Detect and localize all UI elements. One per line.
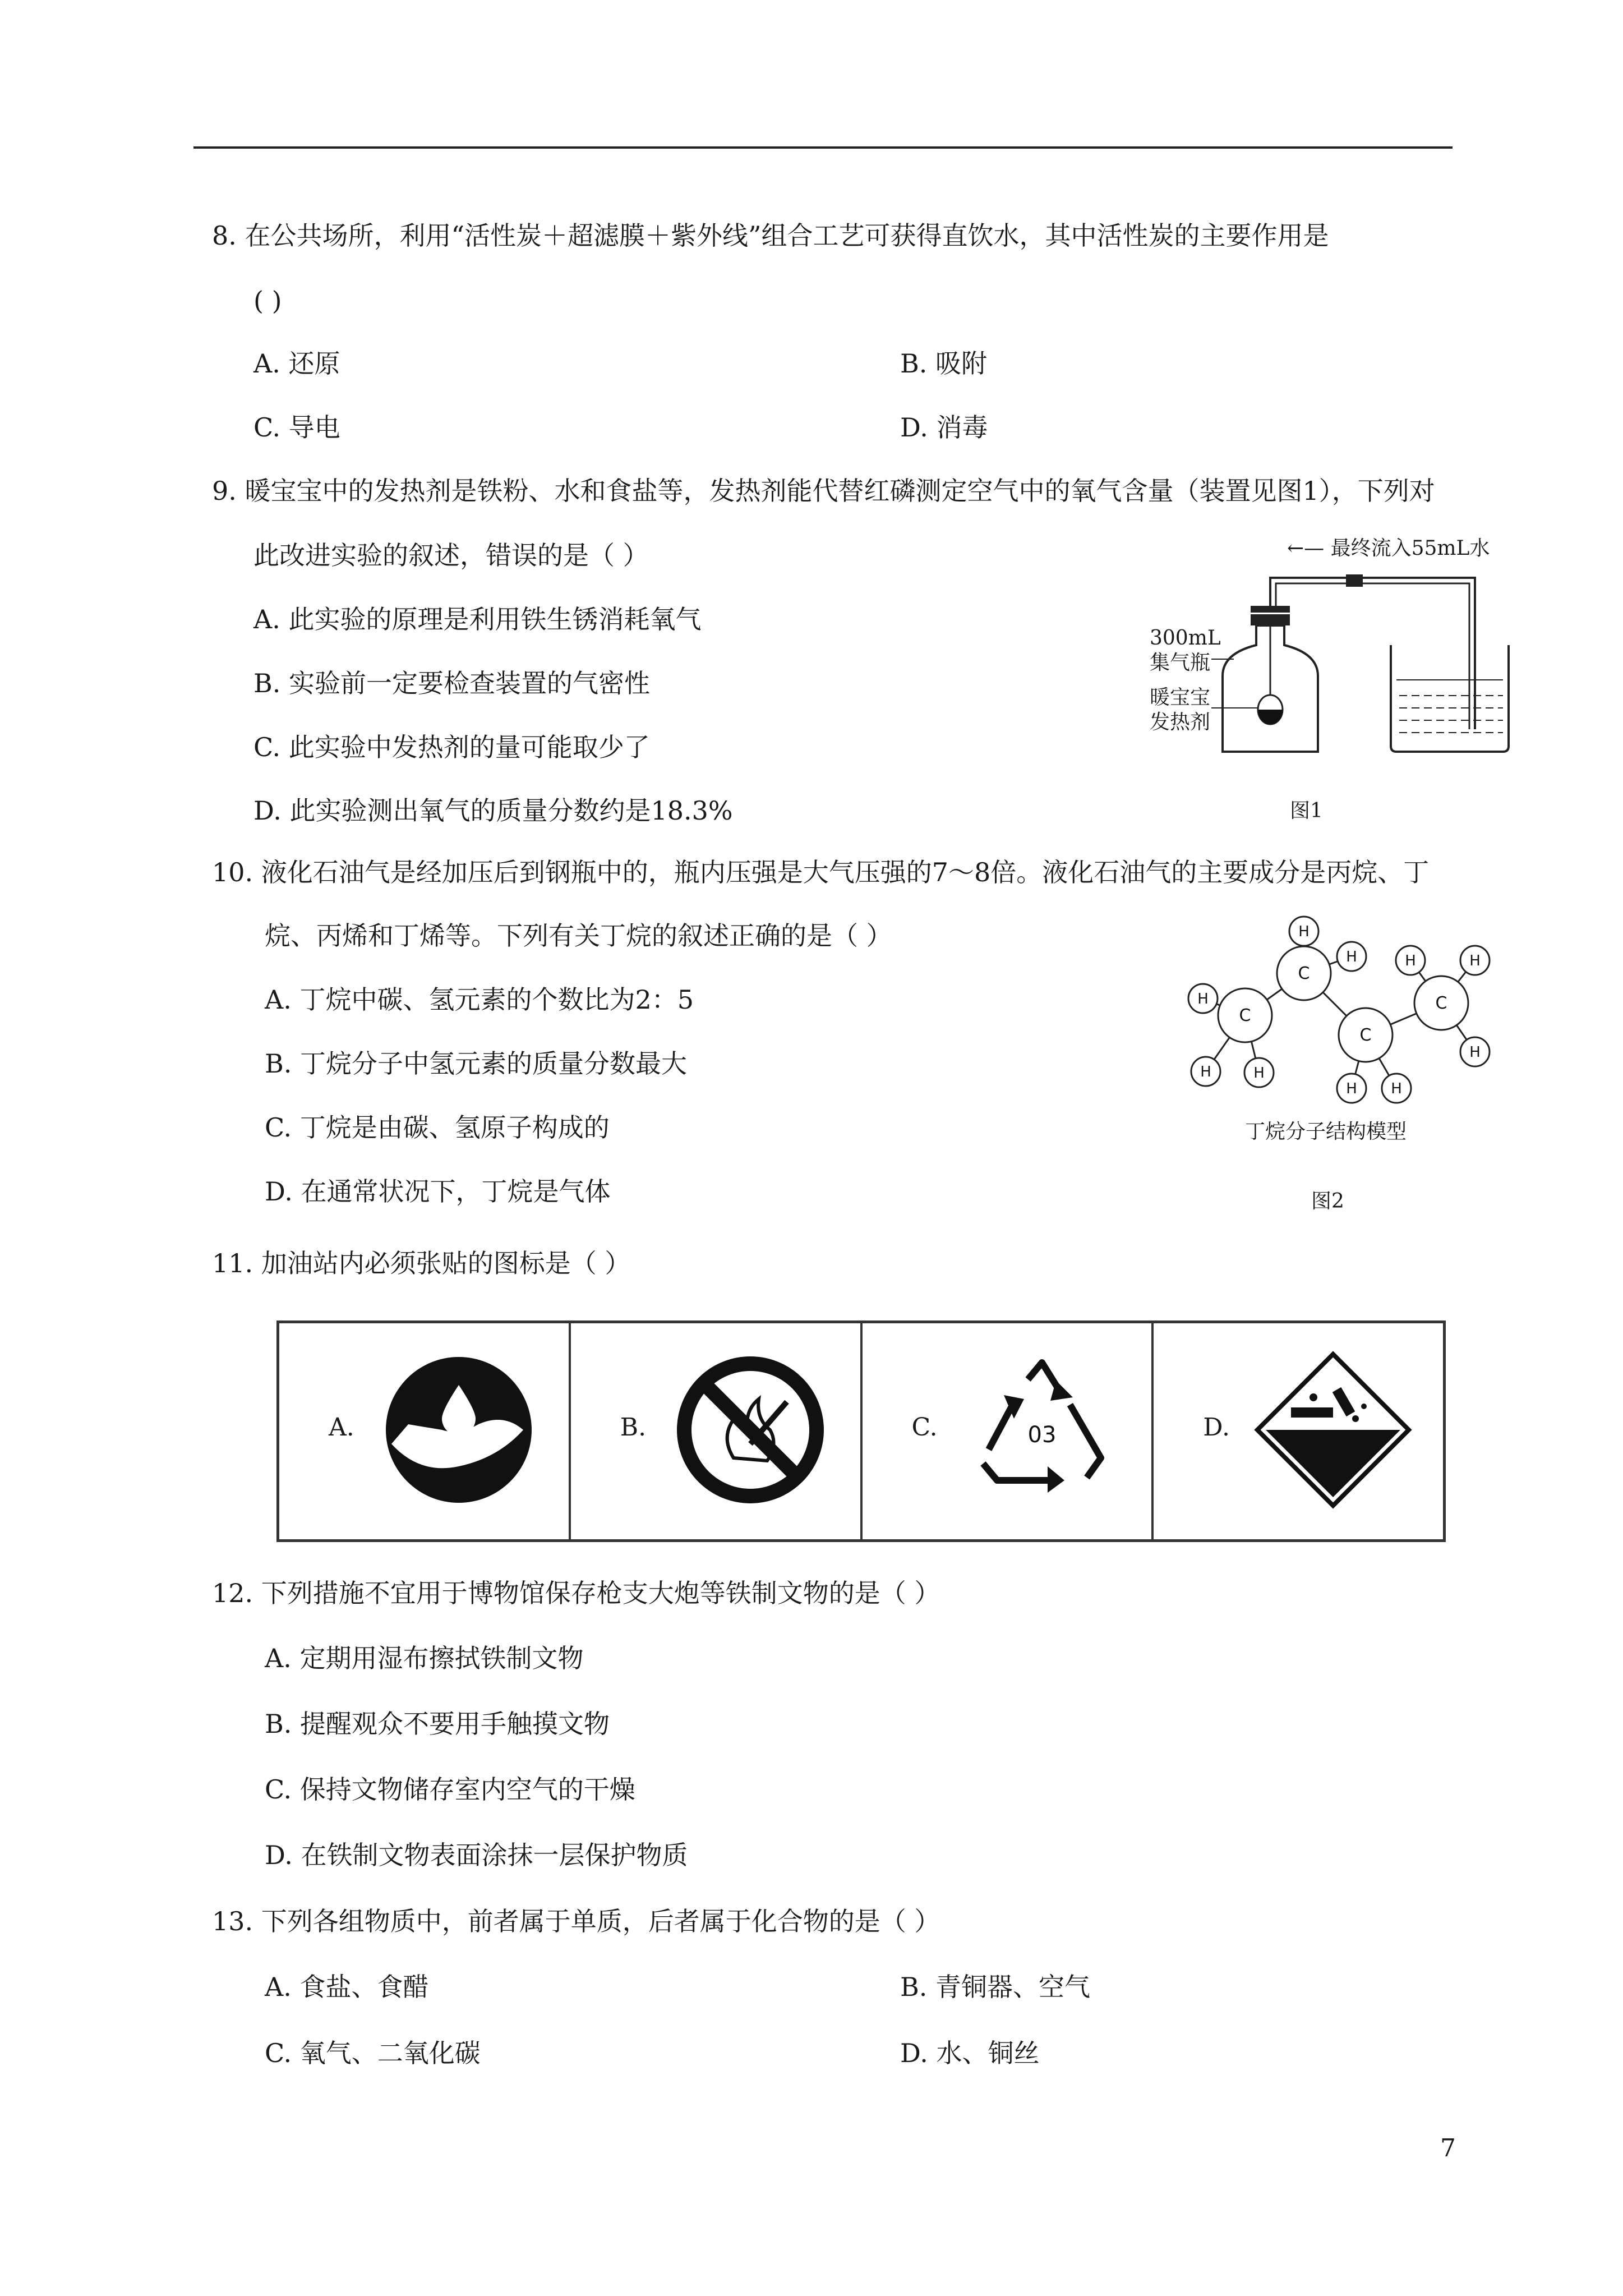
- no-open-flame-sign-icon: [666, 1346, 834, 1514]
- svg-text:H: H: [1469, 953, 1481, 969]
- fig1-flask-label-2: 集气瓶: [1150, 651, 1211, 674]
- q11-label-a: A.: [329, 1413, 354, 1442]
- q11-stem: 11. 加油站内必须张贴的图标是（ ）: [212, 1248, 631, 1278]
- q9-option-b[interactable]: B. 实验前一定要检查装置的气密性: [253, 668, 651, 698]
- q11-option-c[interactable]: [863, 1323, 1154, 1539]
- q10-option-d[interactable]: D. 在通常状况下，丁烷是气体: [265, 1176, 611, 1207]
- svg-text:H: H: [1253, 1065, 1265, 1082]
- q9-option-d[interactable]: D. 此实验测出氧气的质量分数约是18.3%: [253, 795, 733, 826]
- q8-blank: ( ): [253, 286, 282, 316]
- q8-option-c[interactable]: C. 导电: [253, 412, 340, 443]
- fig2-model-caption: 丁烷分子结构模型: [1245, 1120, 1407, 1143]
- q9-option-c[interactable]: C. 此实验中发热剂的量可能取少了: [253, 732, 650, 762]
- q13-option-d[interactable]: D. 水、铜丝: [900, 2038, 1040, 2068]
- q12-option-d[interactable]: D. 在铁制文物表面涂抹一层保护物质: [265, 1840, 688, 1870]
- svg-text:H: H: [1197, 991, 1209, 1007]
- q11-signs-table: [276, 1320, 1446, 1542]
- svg-text:H: H: [1200, 1064, 1211, 1080]
- q13-stem: 13. 下列各组物质中，前者属于单质，后者属于化合物的是（ ）: [212, 1906, 940, 1936]
- q12-option-b[interactable]: B. 提醒观众不要用手触摸文物: [265, 1709, 610, 1739]
- q13-option-a[interactable]: A. 食盐、食醋: [265, 1972, 429, 2002]
- recycle-sign-icon: [958, 1346, 1126, 1514]
- q12-option-a[interactable]: A. 定期用湿布擦拭铁制文物: [265, 1643, 584, 1673]
- q13-option-b[interactable]: B. 青铜器、空气: [900, 1972, 1091, 2002]
- q10-option-b[interactable]: B. 丁烷分子中氢元素的质量分数最大: [265, 1048, 688, 1079]
- q8-stem: 8. 在公共场所，利用“活性炭＋超滤膜＋紫外线”组合工艺可获得直饮水，其中活性炭的主要作用是: [212, 220, 1329, 251]
- svg-text:C: C: [1298, 964, 1310, 983]
- page-number: 7: [1440, 2134, 1456, 2162]
- fig2-caption: 图2: [1311, 1190, 1344, 1213]
- svg-text:C: C: [1435, 993, 1447, 1013]
- svg-text:H: H: [1469, 1044, 1481, 1061]
- fig1-apparatus-diagram: [1211, 561, 1514, 763]
- q11-label-c: C.: [911, 1413, 938, 1442]
- fig1-heater-label-2: 发热剂: [1150, 711, 1211, 734]
- water-saving-sign-icon: [375, 1346, 543, 1514]
- q10-option-a[interactable]: A. 丁烷中碳、氢元素的个数比为2：5: [265, 984, 694, 1015]
- svg-text:C: C: [1359, 1025, 1372, 1045]
- q13-option-c[interactable]: C. 氧气、二氧化碳: [265, 2038, 481, 2068]
- corrosive-sign-icon: [1249, 1346, 1417, 1514]
- svg-text:H: H: [1391, 1080, 1402, 1097]
- svg-text:H: H: [1405, 953, 1416, 969]
- q8-option-d[interactable]: D. 消毒: [900, 412, 988, 443]
- q10-stem-line2: 烷、丙烯和丁烯等。下列有关丁烷的叙述正确的是（ ）: [265, 921, 892, 951]
- fig1-caption: 图1: [1290, 799, 1323, 822]
- q12-option-c[interactable]: C. 保持文物储存室内空气的干燥: [265, 1774, 635, 1805]
- svg-text:H: H: [1298, 923, 1310, 940]
- q9-stem-line2: 此改进实验的叙述，错误的是（ ）: [253, 540, 649, 570]
- svg-text:H: H: [1346, 949, 1357, 965]
- butane-molecule-model: [1178, 909, 1514, 1116]
- fig1-arrow-label: ←— 最终流入55mL水: [1287, 537, 1490, 560]
- header-rule: [193, 146, 1453, 149]
- q9-stem-line1: 9. 暖宝宝中的发热剂是铁粉、水和食盐等，发热剂能代替红磷测定空气中的氧气含量（装置见图1），下列对: [212, 476, 1435, 506]
- q11-option-b[interactable]: [571, 1323, 863, 1539]
- q11-label-d: D.: [1203, 1413, 1230, 1442]
- q11-option-d[interactable]: [1154, 1323, 1443, 1539]
- q8-option-b[interactable]: B. 吸附: [900, 348, 988, 379]
- q10-stem-line1: 10. 液化石油气是经加压后到钢瓶中的，瓶内压强是大气压强的7～8倍。液化石油气的主要成分是丙烷、丁: [212, 857, 1430, 887]
- fig1-flask-label-1: 300mL: [1150, 627, 1221, 650]
- q10-option-c[interactable]: C. 丁烷是由碳、氢原子构成的: [265, 1112, 610, 1143]
- fig1-heater-label-1: 暖宝宝: [1150, 686, 1211, 709]
- q8-option-a[interactable]: A. 还原: [253, 348, 340, 379]
- svg-text:C: C: [1239, 1006, 1251, 1025]
- q11-label-b: B.: [620, 1413, 647, 1442]
- svg-text:H: H: [1346, 1080, 1357, 1097]
- q12-stem: 12. 下列措施不宜用于博物馆保存枪支大炮等铁制文物的是（ ）: [212, 1578, 940, 1608]
- q9-option-a[interactable]: A. 此实验的原理是利用铁生锈消耗氧气: [253, 604, 702, 634]
- q11-option-a[interactable]: [279, 1323, 571, 1539]
- svg-text:03: 03: [1027, 1422, 1056, 1448]
